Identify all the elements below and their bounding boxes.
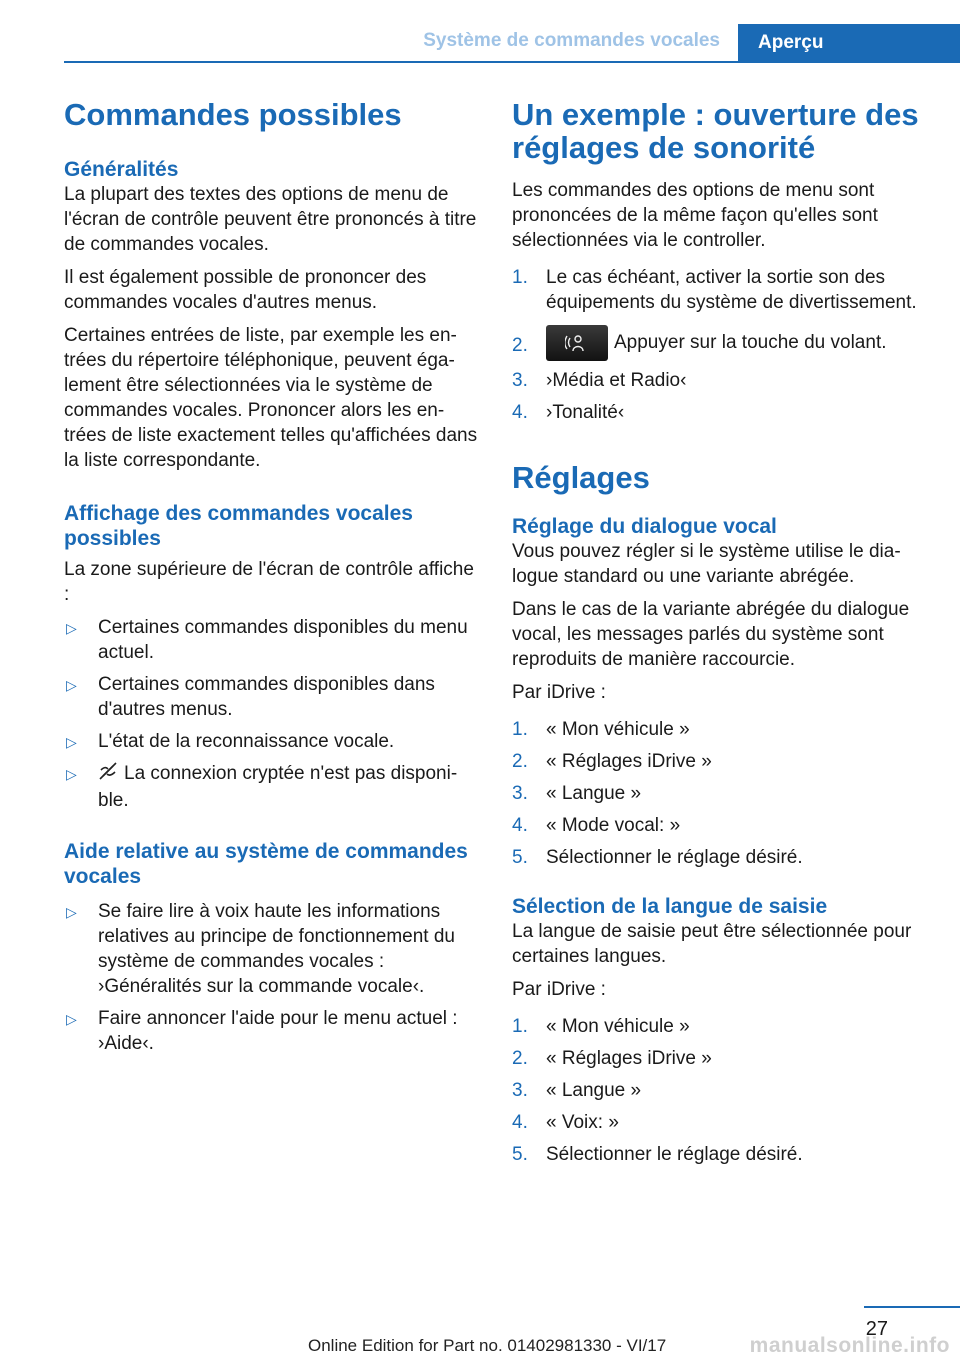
left-column: [64, 98, 478, 1063]
triangle-bullet-icon: ▷: [66, 904, 77, 920]
voice-command-button-icon: [546, 325, 608, 361]
list-item: ▷ Certaines commandes disponibles dans d'autres menus.: [66, 674, 435, 720]
list-item: 3. « Langue »: [512, 1080, 642, 1101]
tab-apercu[interactable]: Aperçu: [738, 24, 960, 62]
numbered-list: [512, 265, 924, 425]
page-header: [0, 0, 960, 64]
heading-generalites: Généralités: [64, 158, 179, 181]
heading-exemple: Un exemple : ouverture des réglages de sonorité: [512, 97, 919, 165]
encryption-unavailable-icon: [98, 761, 118, 788]
heading-commandes-possibles: Commandes possibles: [64, 97, 402, 132]
numbered-list: [512, 1014, 924, 1167]
heading-langue-saisie: Sélection de la langue de saisie: [512, 895, 828, 918]
heading-affichage: Affichage des commandes vocales possibles: [64, 502, 413, 550]
numbered-list: [512, 717, 924, 870]
heading-reglages: Réglages: [512, 460, 650, 495]
right-column: [512, 98, 924, 1174]
bullet-list: [64, 615, 478, 813]
list-item: 1. « Mon véhicule »: [512, 719, 690, 740]
heading-aide: Aide relative au système de commandes vocales: [64, 840, 468, 888]
list-item: 2. Appuyer sur la touche du volant.: [512, 325, 924, 361]
list-item: ▷ Se faire lire à voix haute les informations relatives au principe de fonctionnement du système de commandes vocales : ›Généralités sur la commande vocale‹.: [66, 901, 456, 997]
header-divider: [64, 61, 960, 63]
heading-dialogue-vocal: Réglage du dialogue vocal: [512, 515, 777, 538]
watermark: manualsonline.info: [749, 1334, 950, 1357]
list-item: 4. « Mode vocal: »: [512, 815, 681, 836]
paragraph: La langue de saisie peut être sélectionnée pour certaines langues.: [512, 921, 912, 967]
triangle-bullet-icon: ▷: [66, 734, 77, 750]
paragraph: Par iDrive :: [512, 682, 606, 703]
list-item: 5. Sélectionner le réglage désiré.: [512, 1144, 803, 1165]
paragraph: Il est également possible de prononcer des commandes vocales d'autres menus.: [64, 267, 427, 313]
paragraph: Les commandes des options de menu sont prononcées de la même façon qu'elles sont sélectionnées via le controller.: [512, 180, 878, 251]
list-item: 1. Le cas échéant, activer la sortie son des équipements du système de divertissement.: [512, 267, 917, 313]
bullet-list: [64, 899, 478, 1056]
list-item: ▷ Faire annoncer l'aide pour le menu actuel : ›Aide‹.: [66, 1008, 458, 1054]
triangle-bullet-icon: ▷: [66, 1011, 77, 1027]
list-item: 4. ›Tonalité‹: [512, 402, 625, 423]
list-item: ▷ L'état de la reconnaissance vocale.: [64, 729, 478, 754]
paragraph: Vous pouvez régler si le système utilise le dialogue standard ou une variante abrégée.: [512, 541, 901, 587]
list-item: 4. « Voix: »: [512, 1112, 619, 1133]
list-item: 2. « Réglages iDrive »: [512, 751, 712, 772]
list-item: 2. « Réglages iDrive »: [512, 1048, 712, 1069]
list-item: 1. « Mon véhicule »: [512, 1016, 690, 1037]
page-number: 27: [865, 1318, 888, 1340]
paragraph: Dans le cas de la variante abrégée du dialogue vocal, les messages parlés du système sont reproduits de manière raccourcie.: [512, 599, 910, 670]
section-title: Système de commandes vocales: [423, 30, 720, 51]
paragraph: La plupart des textes des options de menu de l'écran de contrôle peuvent être prononcés à titre de commandes vocales.: [64, 184, 477, 255]
footer-divider: [864, 1306, 960, 1308]
list-item: ▷ La connexion cryptée n'est pas disponible.: [66, 763, 458, 811]
triangle-bullet-icon: ▷: [66, 620, 77, 636]
triangle-bullet-icon: ▷: [66, 677, 77, 693]
paragraph: Certaines entrées de liste, par exemple les entrées du répertoire téléphonique, peuvent également être sélectionnées via le système de commandes vocales. Prononcer alors les entrées de liste exactement telles qu'affichées dans la liste correspondante.: [64, 325, 478, 471]
list-item: 5. Sélectionner le réglage désiré.: [512, 847, 803, 868]
triangle-bullet-icon: ▷: [66, 766, 77, 782]
paragraph: Par iDrive :: [512, 979, 606, 1000]
paragraph: La zone supérieure de l'écran de contrôle affiche :: [64, 559, 474, 605]
list-item: ▷ Certaines commandes disponibles du menu actuel.: [66, 617, 468, 663]
edition-note: Online Edition for Part no. 01402981330 - VI/17: [308, 1336, 667, 1355]
list-item: 3. ›Média et Radio‹: [512, 370, 687, 391]
list-item: 3. « Langue »: [512, 783, 642, 804]
